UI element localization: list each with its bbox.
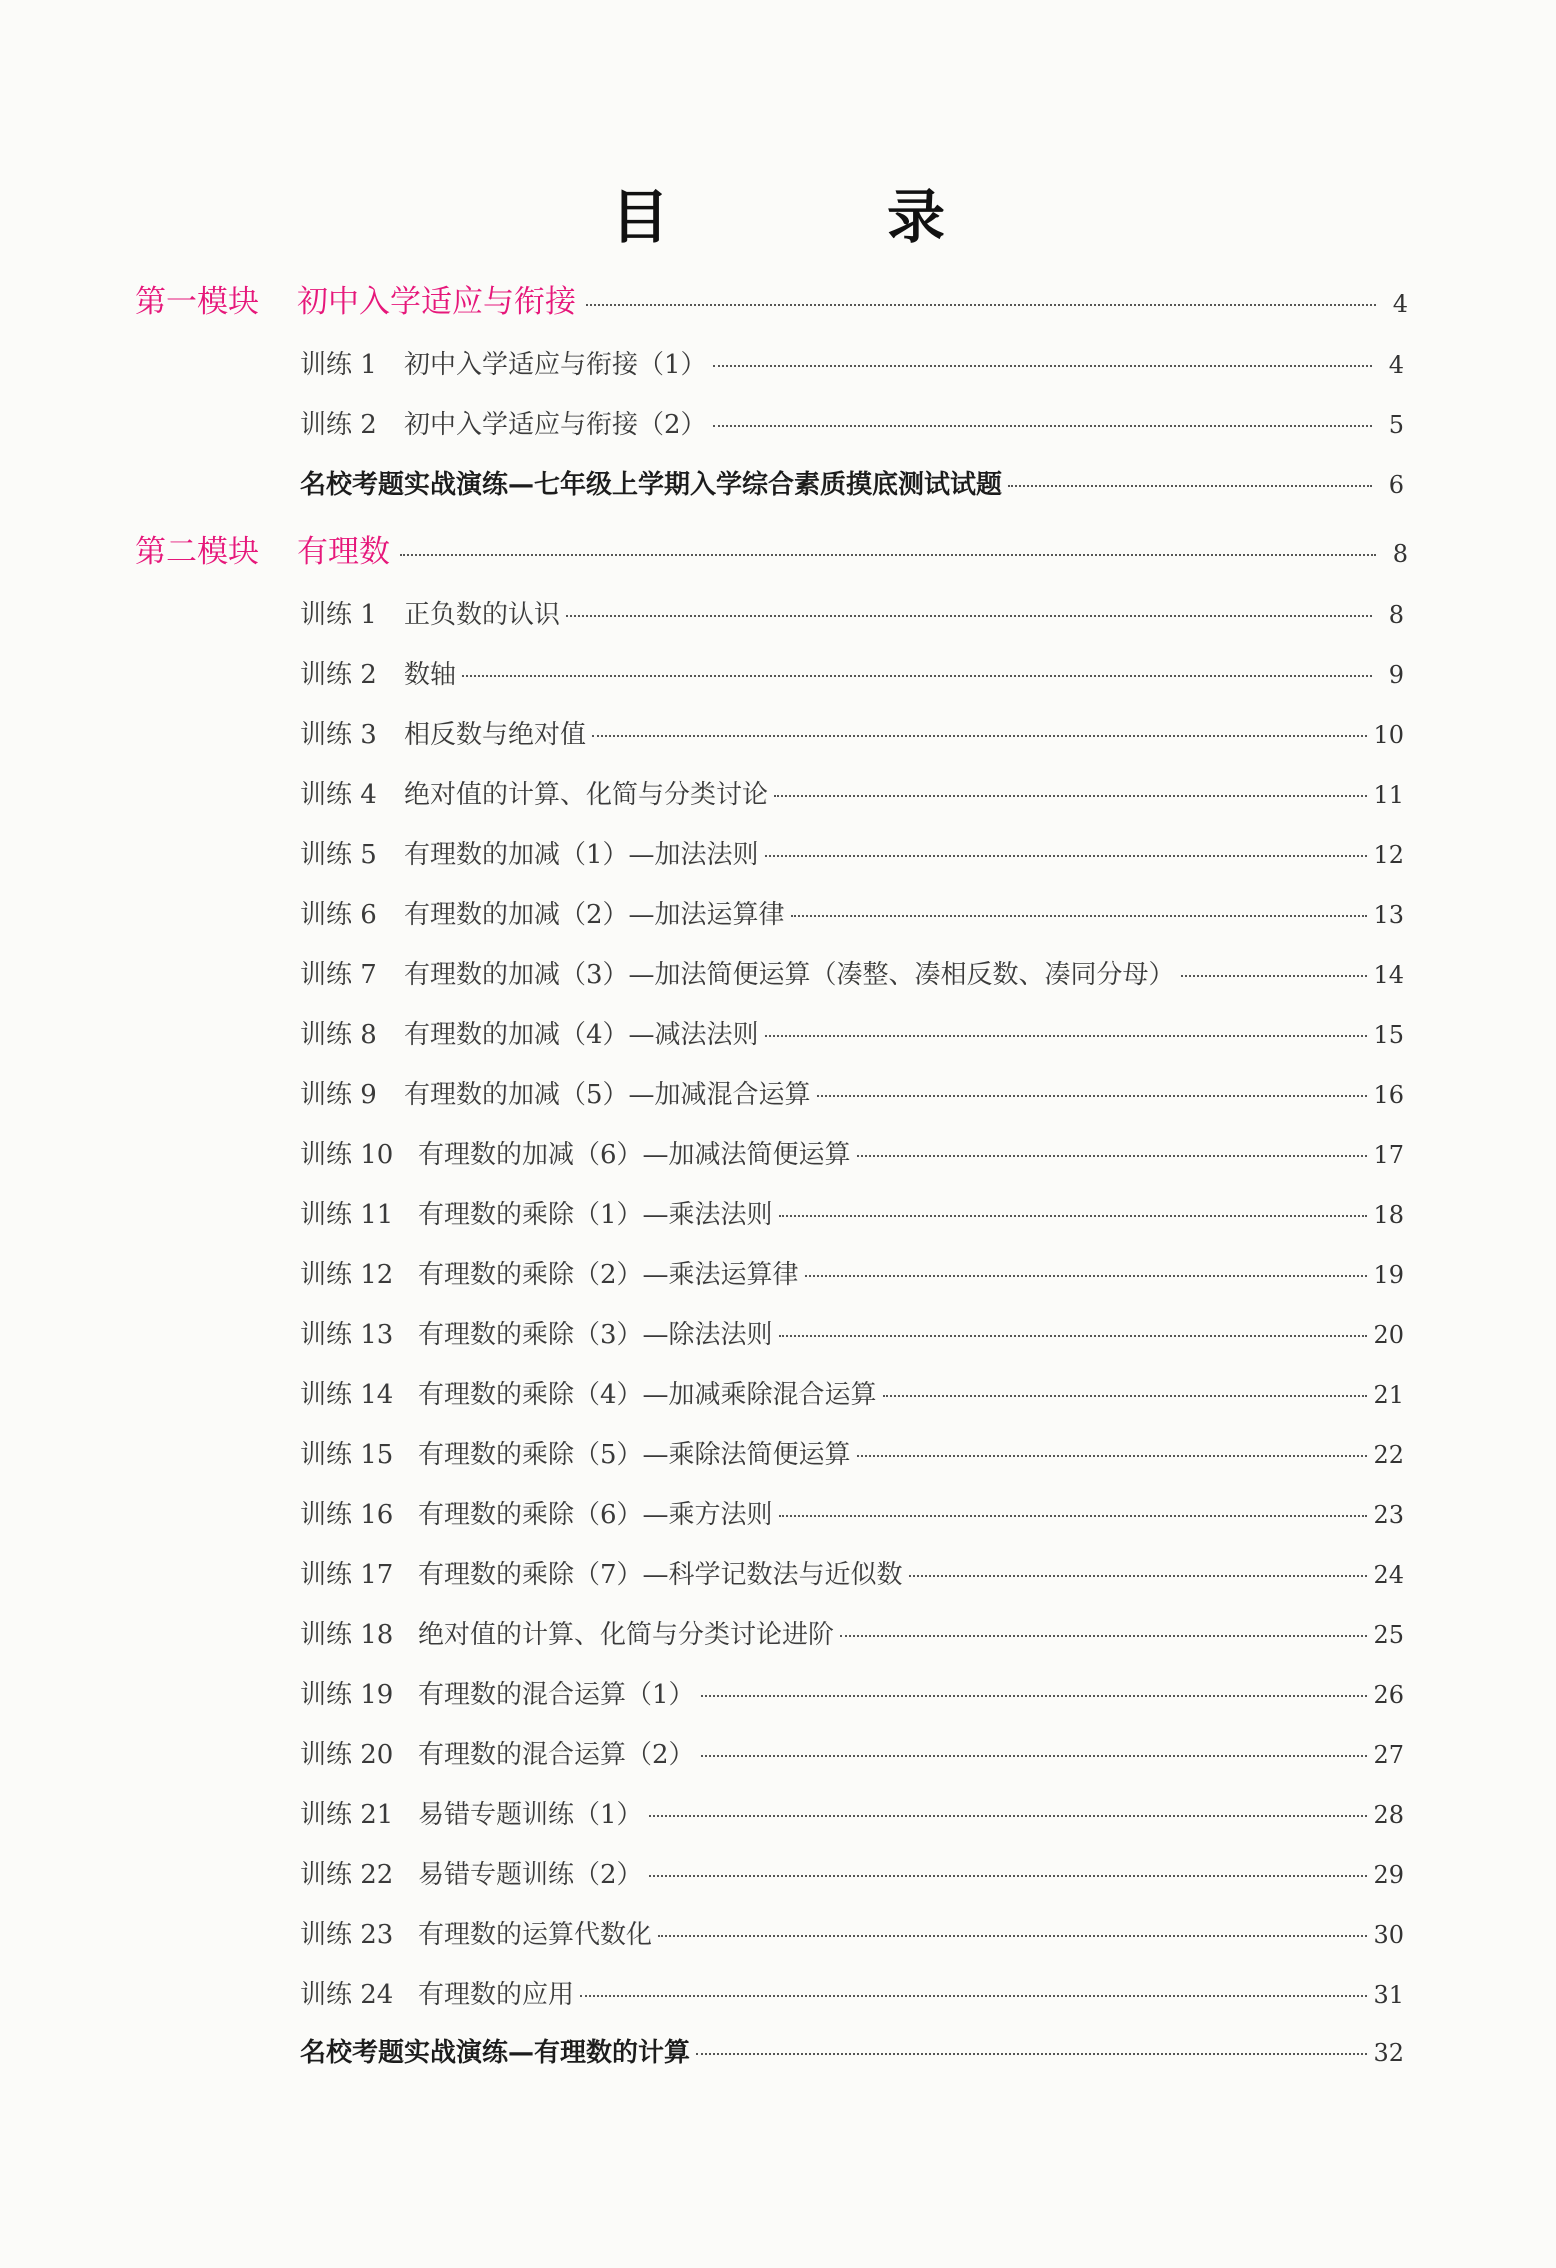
toc-entry[interactable] [300, 404, 1404, 441]
page-number: 15 [1373, 1021, 1404, 1049]
page-number: 6 [1388, 471, 1404, 499]
entry-title: 易错专题训练（2） [418, 1860, 643, 1890]
leader-dots [566, 615, 1372, 617]
page-number: 16 [1373, 1081, 1404, 1109]
entry-number: 训练 6 [300, 900, 377, 930]
toc-entry[interactable] [300, 774, 1404, 811]
toc-entry[interactable] [300, 1614, 1404, 1651]
page-number: 10 [1373, 721, 1404, 749]
leader-dots [586, 304, 1376, 306]
page-number: 24 [1373, 1561, 1404, 1589]
toc-entry[interactable] [300, 954, 1404, 991]
module-title: 有理数 [297, 534, 390, 570]
entry-title: 初中入学适应与衔接（1） [404, 350, 707, 380]
toc-entry[interactable] [300, 1554, 1404, 1591]
page-number: 14 [1373, 961, 1404, 989]
leader-dots [857, 1155, 1368, 1157]
entry-number: 训练 1 [300, 600, 377, 630]
entry-number: 训练 16 [300, 1500, 394, 1530]
toc-entry[interactable] [300, 594, 1404, 631]
entry-title: 有理数的加减（6）—加减法简便运算 [418, 1140, 851, 1170]
leader-dots [857, 1455, 1368, 1457]
module-heading[interactable] [135, 526, 1408, 571]
toc-entry[interactable] [300, 1914, 1404, 1951]
page-number: 29 [1373, 1861, 1404, 1889]
entry-number: 训练 18 [300, 1620, 394, 1650]
page-number: 11 [1373, 781, 1404, 809]
toc-entry[interactable] [300, 1854, 1404, 1891]
toc-entry[interactable] [300, 1734, 1404, 1771]
leader-dots [713, 365, 1372, 367]
entry-title: 有理数的加减（1）—加法法则 [404, 840, 759, 870]
entry-number: 训练 2 [300, 660, 377, 690]
page-number: 12 [1373, 841, 1404, 869]
toc-entry[interactable] [300, 1434, 1404, 1471]
entry-number: 训练 8 [300, 1020, 377, 1050]
leader-dots [883, 1395, 1368, 1397]
entry-number: 训练 9 [300, 1080, 377, 1110]
entry-number: 训练 22 [300, 1860, 394, 1890]
exam-title: 名校考题实战演练—有理数的计算 [300, 2038, 691, 2068]
module-number: 第一模块 [135, 284, 259, 320]
entry-title: 有理数的乘除（6）—乘方法则 [418, 1500, 773, 1530]
leader-dots [580, 1995, 1367, 1997]
entry-title: 数轴 [404, 660, 457, 690]
toc-entry[interactable] [300, 1314, 1404, 1351]
leader-dots [713, 425, 1372, 427]
toc-entry[interactable] [300, 1254, 1404, 1291]
entry-number: 训练 2 [300, 410, 377, 440]
leader-dots [909, 1575, 1368, 1577]
toc-entry[interactable] [300, 1194, 1404, 1231]
entry-title: 有理数的乘除（2）—乘法运算律 [418, 1260, 799, 1290]
module-heading[interactable] [135, 276, 1408, 321]
toc-entry[interactable] [300, 1134, 1404, 1171]
leader-dots [779, 1215, 1368, 1217]
leader-dots [1008, 485, 1372, 487]
page-number: 20 [1373, 1321, 1404, 1349]
toc-entry[interactable] [300, 1794, 1404, 1831]
page-number: 31 [1373, 1981, 1404, 2009]
entry-title: 有理数的混合运算（1） [418, 1680, 695, 1710]
entry-title: 绝对值的计算、化简与分类讨论 [404, 780, 769, 810]
entry-title: 有理数的乘除（5）—乘除法简便运算 [418, 1440, 851, 1470]
leader-dots [592, 735, 1367, 737]
module-number: 第二模块 [135, 534, 259, 570]
entry-title: 有理数的运算代数化 [418, 1920, 653, 1950]
entry-number: 训练 15 [300, 1440, 394, 1470]
leader-dots [840, 1635, 1367, 1637]
leader-dots [805, 1275, 1368, 1277]
leader-dots [649, 1875, 1368, 1877]
entry-title: 有理数的乘除（3）—除法法则 [418, 1320, 773, 1350]
entry-title: 有理数的加减（4）—减法法则 [404, 1020, 759, 1050]
leader-dots [817, 1095, 1368, 1097]
entry-title: 有理数的加减（2）—加法运算律 [404, 900, 785, 930]
page-number: 19 [1373, 1261, 1404, 1289]
entry-number: 训练 13 [300, 1320, 394, 1350]
page-number: 27 [1373, 1741, 1404, 1769]
toc-entry[interactable] [300, 1374, 1404, 1411]
page-number: 8 [1392, 540, 1408, 568]
leader-dots [779, 1515, 1368, 1517]
page-number: 26 [1373, 1681, 1404, 1709]
entry-number: 训练 14 [300, 1380, 394, 1410]
leader-dots [400, 554, 1376, 556]
exam-entry[interactable] [300, 2032, 1404, 2069]
entry-number: 训练 19 [300, 1680, 394, 1710]
page-number: 28 [1373, 1801, 1404, 1829]
entry-number: 训练 24 [300, 1980, 394, 2010]
entry-title: 正负数的认识 [404, 600, 561, 630]
entry-title: 有理数的乘除（4）—加减乘除混合运算 [418, 1380, 877, 1410]
page-number: 18 [1373, 1201, 1404, 1229]
entry-title: 有理数的混合运算（2） [418, 1740, 695, 1770]
entry-number: 训练 5 [300, 840, 377, 870]
leader-dots [701, 1755, 1368, 1757]
leader-dots [1181, 975, 1368, 977]
entry-number: 训练 12 [300, 1260, 394, 1290]
leader-dots [701, 1695, 1368, 1697]
entry-title: 有理数的应用 [418, 1980, 575, 2010]
entry-title: 绝对值的计算、化简与分类讨论进阶 [418, 1620, 835, 1650]
page-number: 4 [1388, 351, 1404, 379]
page-number: 13 [1373, 901, 1404, 929]
entry-title: 相反数与绝对值 [404, 720, 587, 750]
entry-title: 有理数的加减（3）—加法简便运算（凑整、凑相反数、凑同分母） [404, 960, 1175, 990]
entry-title: 初中入学适应与衔接（2） [404, 410, 707, 440]
page-number: 4 [1392, 290, 1408, 318]
entry-number: 训练 4 [300, 780, 377, 810]
exam-entry[interactable] [300, 464, 1404, 501]
toc-entry[interactable] [300, 714, 1404, 751]
page-number: 17 [1373, 1141, 1404, 1169]
toc-entry[interactable] [300, 1074, 1404, 1111]
page-number: 25 [1373, 1621, 1404, 1649]
leader-dots [779, 1335, 1368, 1337]
entry-number: 训练 20 [300, 1740, 394, 1770]
entry-number: 训练 23 [300, 1920, 394, 1950]
leader-dots [696, 2053, 1367, 2055]
toc-entry[interactable] [300, 894, 1404, 931]
toc-entry[interactable] [300, 1974, 1404, 2011]
toc-entry[interactable] [300, 344, 1404, 381]
leader-dots [765, 855, 1368, 857]
leader-dots [791, 915, 1368, 917]
toc-entry[interactable] [300, 1494, 1404, 1531]
entry-number: 训练 21 [300, 1800, 394, 1830]
toc-entry[interactable] [300, 1014, 1404, 1051]
entry-number: 训练 3 [300, 720, 377, 750]
page-number: 9 [1388, 661, 1404, 689]
entry-number: 训练 7 [300, 960, 377, 990]
toc-entry[interactable] [300, 834, 1404, 871]
page-number: 21 [1373, 1381, 1404, 1409]
entry-title: 有理数的加减（5）—加减混合运算 [404, 1080, 811, 1110]
module-title: 初中入学适应与衔接 [297, 284, 576, 320]
page-title: 目 录 [610, 183, 1025, 251]
leader-dots [462, 675, 1372, 677]
entry-number: 训练 1 [300, 350, 377, 380]
leader-dots [765, 1035, 1368, 1037]
leader-dots [658, 1935, 1367, 1937]
toc-entry[interactable] [300, 1674, 1404, 1711]
page-number: 22 [1373, 1441, 1404, 1469]
page-number: 8 [1388, 601, 1404, 629]
entry-number: 训练 11 [300, 1200, 394, 1230]
toc-entry[interactable] [300, 654, 1404, 691]
entry-title: 有理数的乘除（7）—科学记数法与近似数 [418, 1560, 903, 1590]
page-number: 23 [1373, 1501, 1404, 1529]
entry-number: 训练 17 [300, 1560, 394, 1590]
entry-number: 训练 10 [300, 1140, 394, 1170]
page-number: 32 [1373, 2039, 1404, 2067]
exam-title: 名校考题实战演练—七年级上学期入学综合素质摸底测试试题 [300, 470, 1003, 500]
leader-dots [774, 795, 1367, 797]
leader-dots [649, 1815, 1368, 1817]
entry-title: 易错专题训练（1） [418, 1800, 643, 1830]
page-number: 5 [1388, 411, 1404, 439]
entry-title: 有理数的乘除（1）—乘法法则 [418, 1200, 773, 1230]
page-number: 30 [1373, 1921, 1404, 1949]
